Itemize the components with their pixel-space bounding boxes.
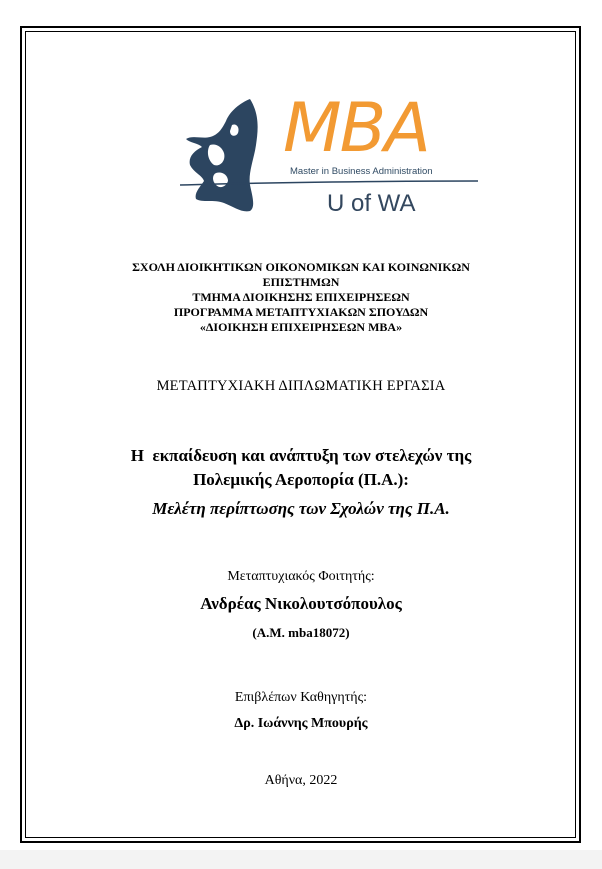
school-line-5: «ΔΙΟΙΚΗΣΗ ΕΠΙΧΕΙΡΗΣΕΩΝ MBA» (199, 320, 403, 334)
thesis-title (0, 444, 602, 492)
school-line-3: ΤΜΗΜΑ ΔΙΟΙΚΗΣΗΣ ΕΠΙΧΕΙΡΗΣΕΩΝ (192, 290, 410, 304)
title-line-1: Η εκπαίδευση και ανάπτυξη των στελεχών της (130, 446, 472, 465)
logo-brand-text: MBA (283, 89, 429, 168)
school-line-4: ΠΡΟΓΡΑΜΜΑ ΜΕΤΑΠΤΥΧΙΑΚΩΝ ΣΠΟΥΔΩΝ (173, 305, 429, 319)
student-name: Ανδρέας Νικολουτσόπουλος (200, 594, 402, 613)
page-bottom-margin (0, 850, 602, 869)
supervisor-name: Δρ. Ιωάννης Μπουρής (234, 716, 368, 731)
logo-tagline: Master in Business Administration (290, 166, 433, 177)
school-line-2: ΕΠΙΣΤΗΜΩΝ (262, 275, 340, 289)
school-line-1: ΣΧΟΛΗ ΔΙΟΙΚΗΤΙΚΩΝ ΟΙΚΟΝΟΜΙΚΩΝ ΚΑΙ ΚΟΙΝΩΝΙΚΩΝ (132, 260, 470, 274)
logo-university: U of WA (327, 190, 416, 217)
thesis-subtitle: Μελέτη περίπτωσης των Σχολών της Π.Α. (152, 499, 450, 518)
student-label: Μεταπτυχιακός Φοιτητής: (227, 569, 375, 584)
thesis-type: ΜΕΤΑΠΤΥΧΙΑΚΗ ΔΙΠΛΩΜΑΤΙΚΗ ΕΡΓΑΣΙΑ (156, 378, 446, 394)
place-date: Αθήνα, 2022 (264, 773, 338, 788)
school-heading (0, 260, 602, 335)
title-line-2: Πολεμικής Αεροπορία (Π.Α.): (193, 470, 409, 489)
supervisor-label: Επιβλέπων Καθηγητής: (234, 690, 368, 705)
student-id: (Α.Μ. mba18072) (252, 625, 350, 640)
